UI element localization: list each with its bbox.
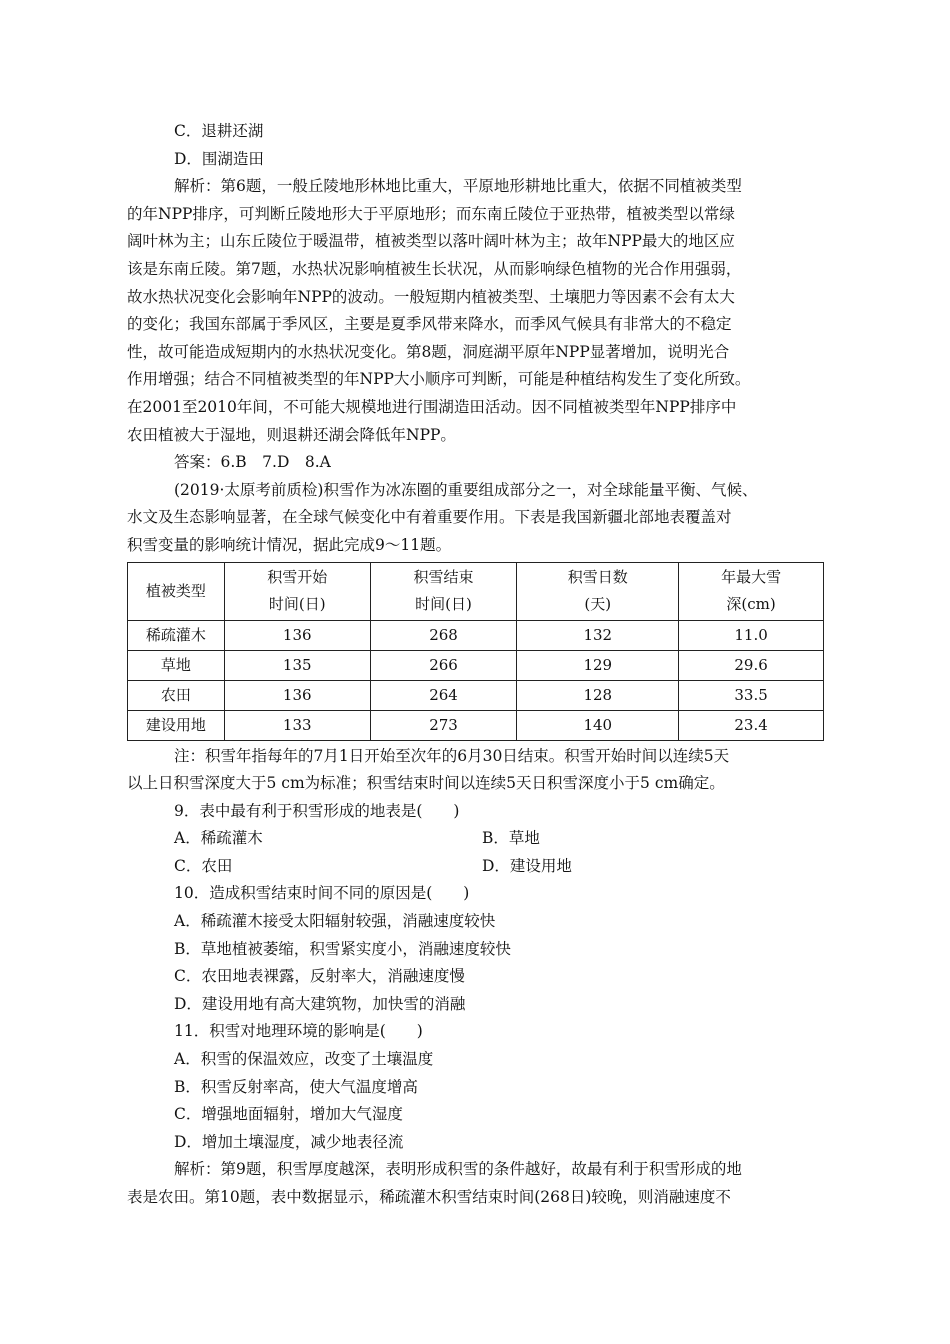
table-cell: 128 — [517, 680, 679, 710]
table-cell: 136 — [224, 680, 370, 710]
question-stem: 10．造成积雪结束时间不同的原因是( ) — [174, 884, 470, 903]
table-cell: 133 — [224, 710, 370, 740]
analysis-line: 表是农田。第10题，表中数据显示，稀疏灌木积雪结束时间(268日)较晚，则消融速度不 — [127, 1188, 731, 1206]
analysis-line: 阔叶林为主；山东丘陵位于暖温带，植被类型以落叶阔叶林为主；故年NPP最大的地区应 — [127, 232, 735, 251]
option-d: D．建设用地 — [482, 856, 572, 875]
intro-line: (2019·太原考前质检)积雪作为冰冻圈的重要组成部分之一，对全球能量平衡、气候、 — [174, 480, 758, 499]
table-cell: 稀疏灌木 — [128, 620, 225, 650]
table-row — [128, 650, 824, 680]
table-cell: 140 — [517, 710, 679, 740]
snow-cover-table — [127, 562, 824, 741]
table-cell: 135 — [224, 650, 370, 680]
analysis-line: 解析：第6题，一般丘陵地形林地比重大，平原地形耕地比重大，依据不同植被类型 — [174, 177, 742, 196]
document-page — [127, 118, 827, 1212]
table-cell: 33.5 — [679, 680, 824, 710]
option-d: D．建设用地有高大建筑物，加快雪的消融 — [174, 994, 466, 1013]
table-row — [128, 680, 824, 710]
option-c: C．农田 — [174, 856, 233, 875]
table-cell: 23.4 — [679, 710, 824, 740]
table-cell: 132 — [517, 620, 679, 650]
analysis-9-11 — [127, 1156, 827, 1211]
question-11 — [127, 1018, 827, 1156]
option-a: A．积雪的保温效应，改变了土壤温度 — [174, 1050, 434, 1069]
option-b: B．积雪反射率高，使大气温度增高 — [174, 1077, 418, 1096]
option-d: D．增加土壤湿度，减少地表径流 — [174, 1132, 404, 1151]
table-cell: 农田 — [128, 680, 225, 710]
analysis-line: 性，故可能造成短期内的水热状况变化。第8题，洞庭湖平原年NPP显著增加，说明光合 — [127, 342, 730, 361]
analysis-line: 的变化；我国东部属于季风区，主要是夏季风带来降水，而季风气候具有非常大的不稳定 — [127, 315, 732, 334]
analysis-line: 作用增强；结合不同植被类型的年NPP大小顺序可判断，可能是种植结构发生了变化所致。 — [127, 370, 751, 389]
intro-line: 水文及生态影响显著，在全球气候变化中有着重要作用。下表是我国新疆北部地表覆盖对 — [127, 508, 732, 527]
table-cell: 29.6 — [679, 650, 824, 680]
question-10 — [127, 880, 827, 1018]
table-cell: 建设用地 — [128, 710, 225, 740]
analysis-line: 故水热状况变化会影响年NPP的波动。一般短期内植被类型、土壤肥力等因素不会有太大 — [127, 287, 735, 306]
option-b: B．草地植被萎缩，积雪紧实度小，消融速度较快 — [174, 939, 511, 958]
header-snow-end: 积雪结束 时间(日) — [370, 562, 517, 620]
analysis-line: 解析：第9题，积雪厚度越深，表明形成积雪的条件越好，故最有利于积雪形成的地 — [174, 1160, 742, 1179]
option-row — [127, 825, 827, 853]
analysis-6-8 — [127, 173, 827, 449]
note-line: 以上日积雪深度大于5 cm为标准；积雪结束时间以连续5天日积雪深度小于5 cm确定。 — [127, 774, 725, 793]
option-a: A．稀疏灌木 — [174, 829, 263, 848]
option-d: D．围湖造田 — [174, 149, 264, 168]
table-header-row — [128, 562, 824, 620]
header-snow-start: 积雪开始 时间(日) — [224, 562, 370, 620]
table-cell: 136 — [224, 620, 370, 650]
table-cell: 266 — [370, 650, 517, 680]
option-c: C．增强地面辐射，增加大气湿度 — [174, 1105, 403, 1124]
option-row — [127, 853, 827, 881]
analysis-line: 在2001至2010年间，不可能大规模地进行围湖造田活动。因不同植被类型年NPP排序中 — [127, 397, 737, 416]
option-c: C．农田地表裸露，反射率大，消融速度慢 — [174, 967, 465, 986]
material-intro — [127, 477, 827, 560]
table-note — [127, 743, 827, 798]
table-cell: 273 — [370, 710, 517, 740]
table-cell: 11.0 — [679, 620, 824, 650]
header-snow-days: 积雪日数 (天) — [517, 562, 679, 620]
table-cell: 草地 — [128, 650, 225, 680]
header-vegetation-type: 植被类型 — [128, 562, 225, 620]
analysis-line: 的年NPP排序，可判断丘陵地形大于平原地形；而东南丘陵位于亚热带，植被类型以常绿 — [127, 204, 735, 223]
analysis-line: 该是东南丘陵。第7题，水热状况影响植被生长状况，从而影响绿色植物的光合作用强弱， — [127, 259, 742, 278]
question-stem: 9．表中最有利于积雪形成的地表是( ) — [174, 801, 460, 820]
header-max-depth: 年最大雪 深(cm) — [679, 562, 824, 620]
table-row — [128, 710, 824, 740]
question-9 — [127, 798, 827, 881]
question-stem: 11．积雪对地理环境的影响是( ) — [174, 1022, 423, 1041]
option-b: B．草地 — [482, 829, 540, 848]
option-c: C．退耕还湖 — [174, 122, 264, 140]
analysis-line: 农田植被大于湿地，则退耕还湖会降低年NPP。 — [127, 425, 456, 444]
option-a: A．稀疏灌木接受太阳辐射较强，消融速度较快 — [174, 912, 496, 931]
table-row — [128, 620, 824, 650]
table-cell: 264 — [370, 680, 517, 710]
intro-line: 积雪变量的影响统计情况，据此完成9～11题。 — [127, 535, 452, 554]
table-cell: 129 — [517, 650, 679, 680]
table-cell: 268 — [370, 620, 517, 650]
answer-6-8: 答案：6.B 7.D 8.A — [174, 453, 331, 472]
note-line: 注：积雪年指每年的7月1日开始至次年的6月30日结束。积雪开始时间以连续5天 — [174, 746, 730, 765]
